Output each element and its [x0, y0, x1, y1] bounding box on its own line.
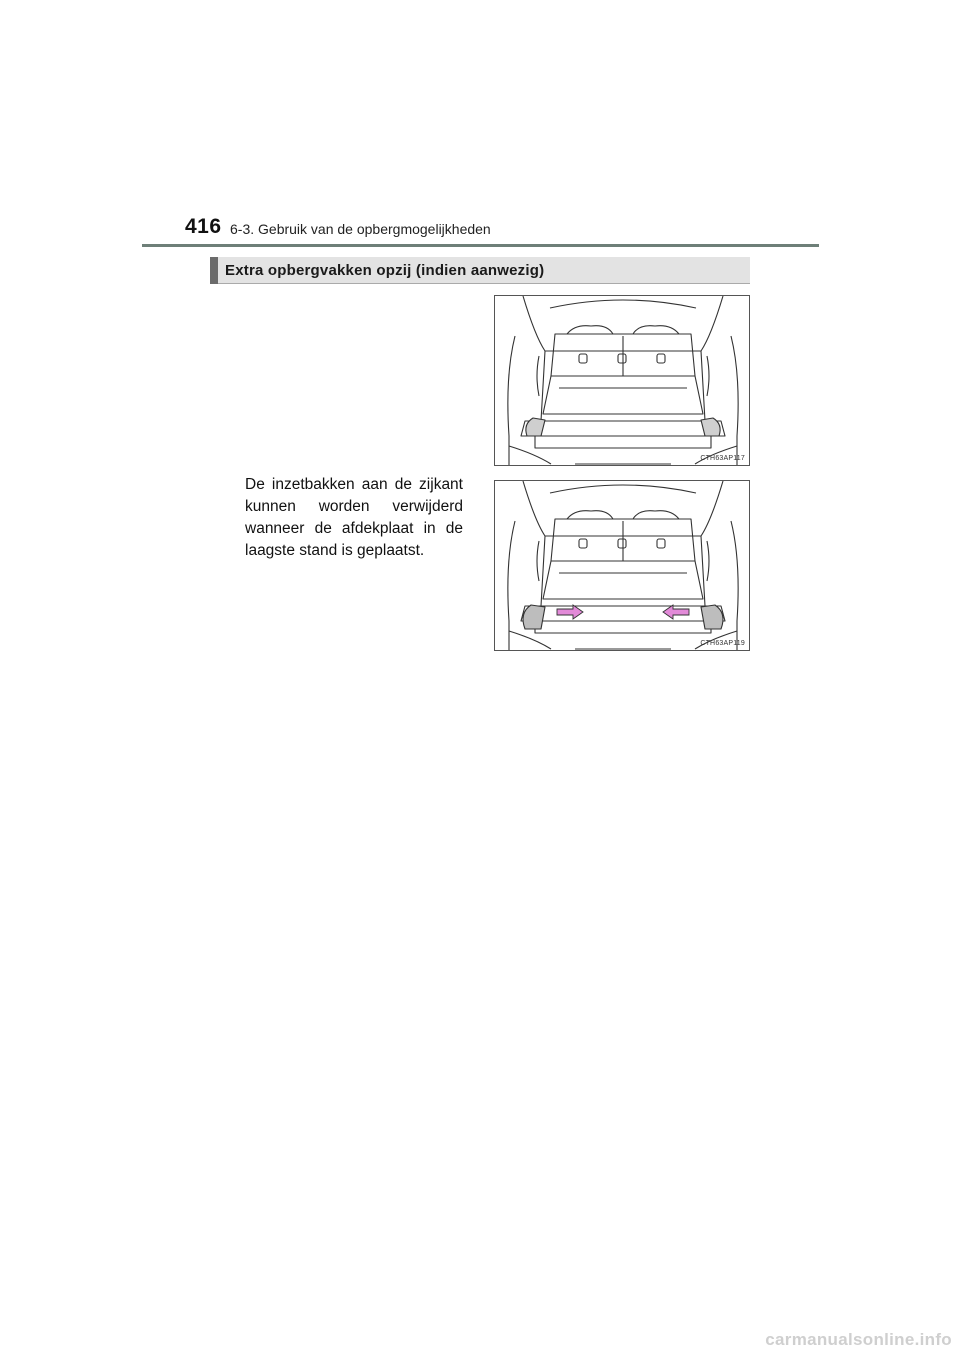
figure-trunk-top [494, 295, 750, 466]
arrow-icon [557, 605, 689, 619]
header-rule [142, 244, 819, 247]
trunk-illustration-with-arrows [495, 481, 750, 651]
section-heading-bar [210, 257, 218, 284]
chapter-title: 6-3. Gebruik van de opbergmogelijkheden [230, 221, 491, 237]
section-heading-text: Extra opbergvakken opzij (indien aanwezig) [225, 262, 545, 279]
section-heading [210, 257, 750, 284]
trunk-illustration [495, 296, 750, 466]
figure-code: CTH63AP119 [700, 640, 745, 647]
body-paragraph: De inzetbakken aan de zijkant kunnen worden verwijderd wanneer de afdekplaat in de laagste stand is geplaatst. [245, 476, 463, 559]
footer-watermark: carmanualsonline.info [765, 1330, 952, 1349]
figure-code: CTH63AP117 [700, 455, 745, 462]
page-number: 416 [185, 215, 222, 238]
figure-trunk-bottom [494, 480, 750, 651]
